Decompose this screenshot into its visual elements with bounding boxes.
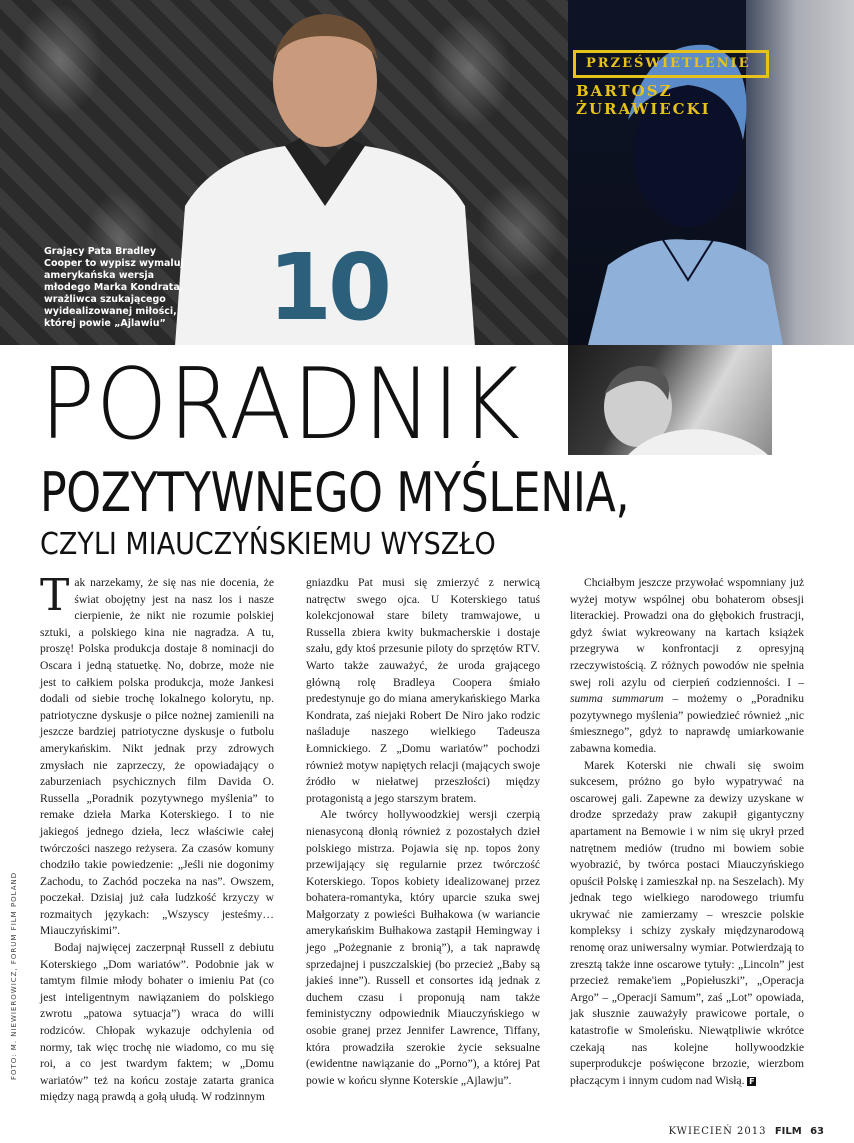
paragraph: [40, 570, 274, 940]
photo-credit: FOTO: M. NIEWIEROWICZ, FORUM FILM POLAND: [10, 871, 18, 1080]
section-kicker-box: [573, 50, 769, 78]
photo-caption: Grający Pata Bradley Cooper to wypisz wymaluj amerykańska wersja młodego Marka Kondrata, wrażliwca szukającego wyidealizowanej miłości, której powie „Ajlawiu”: [44, 246, 184, 329]
article-column-3: [570, 575, 804, 1089]
author-first-name: BARTOSZ: [576, 82, 673, 100]
paragraph: Bodaj najwięcej zaczerpnął Russell z debiutu Koterskiego „Dom wariatów”. Podobnie jak w tamtym filmie młody bohater o imieniu Pat (co jest inteligentnym nawiązaniem do polskiego zwrotu „patowa sytuacja”) wraca do willi rodziców. Chłopak wykazuje odchylenia od normy, tak więc trochę nie wiadomo, co mu się roi, a co jest twardym faktem; w „Domu wariatów” też na końcu zostaje zatarta granica między nagą prawdą a gołą ułudą. W rodzinnym: [40, 941, 274, 1104]
author-last-name: ŻURAWIECKI: [576, 100, 711, 118]
drop-cap: T: [40, 570, 70, 621]
headline: PORADNIK: [40, 348, 522, 462]
paragraph-text: Chciałbym jeszcze przywołać wspomniany już wyżej motyw wspólnej obu bohaterom obsesji literackiej. Prowadzi ona do głębokich frustracji, gdyż świat wykreowany na kartach książek przegrywa w konfrontacji z opresyjną rzeczywistością. Z różnych powodów nie spełnia swej roli azylu od cierpień codzienności. I –: [570, 576, 804, 689]
article-column-1: [40, 570, 274, 1106]
main-photo: [0, 0, 568, 345]
paragraph: gniazdku Pat musi się zmierzyć z nerwicą natręctw swego ojca. U Koterskiego tatuś kolekcjonował stare bilety tramwajowe, u Russella zbiera kwity bukmacherskie i dostaje szału, gdy ktoś przesunie piloty do sprzętów RTV. Warto także zauważyć, że uroda grającego główną rolę Bradleya Coopera śmiało predestynuje go do miana amerykańskiego Marka Kondrata, zaś niejaki Robert De Niro jako rodzic naśladuje naszego wielkiego Tadeusza Łomnickiego. Z „Domu wariatów” pochodzi również motyw napiętych relacji (mających swoje źródło w niełatwej przeszłości) między protagonistą a jego starszym bratem.: [306, 576, 540, 805]
page-number: 63: [810, 1126, 824, 1137]
end-mark-icon: F: [749, 1076, 755, 1086]
headline-line2: POZYTYWNEGO MYŚLENIA,: [40, 461, 630, 524]
section-kicker: PRZEŚWIETLENIE: [586, 56, 751, 71]
article-column-2: [306, 575, 540, 1089]
subheadline: CZYLI MIAUCZYŃSKIEMU WYSZŁO: [40, 527, 496, 562]
paragraph-text: ak narzekamy, że się nas nie docenia, że świat obojętny jest na nasz los i nasze cierpienie, że nikt nie rozumie polskiej sztuki, a polskiego kina nie nagradza. A tu, proszę! Polska produkcja dostaje 8 nominacji do Oscara i jedną statuetkę. No, dobrze, może nie jest to całkiem polska produkcja, może Jankesi dodali od siebie trochę lokalnego kolorytu, np. patriotyczne dyskusje o piłce nożnej zamienili na jeszcze bardziej patriotyczne dyskusje o futbolu amerykańskim. Nikt jednak przy zdrowych zmysłach nie zaprzeczy, że opowiadający o zaburzeniach psychicznych film Davida O. Russella „Poradnik pozytywnego myślenia” to remake dzieła Marka Koterskiego. I to nie jakiegoś jednego dzieła, lecz właściwie całej twórczości naszego reżysera. Za czasów komuny chodziło takie powiedzenie: „Jeśli nie dogonimy Zachodu, to Zachód poczeka na nas”. Owszem, poczekał. Dzisiaj już cała ludzkość krzyczy w rozmaitych językach: „Wszyscy jesteśmy… Miauczyńskimi”.: [40, 576, 274, 938]
paragraph-text: Marek Koterski nie chwali się swoim sukcesem, próżno go było wypatrywać na oscarowej gali. Zapewne za dewizy uzyskane w drodze sprzedaży praw zakupił gigantyczny apartament na Bemowie i w nim się ukrył przed natrętnem mediów (trudno mi bowiem sobie wyobrazić, by twórca postaci Miauczyńskiego opuścił Polskę i zamieszkał np. na Seszelach). My jednak tego wielkiego narodowego triumfu ukrywać nie zamierzamy – wreszcie polskie kompleksy i schizy zyskały międzynarodową renomę oraz uniwersalny wymiar. Potwierdzają to zresztą także inne oscarowe tytuły: „Lincoln” jest przecież remake'iem „Popiełuszki”, „Operacja Argo” – „Operacji Samum”, zaś „Lot” opowiada, jak słusznie zauważyły prawicowe portale, o katastrofie w Smoleńsku. Niewątpliwie wkrótce czekają nas kolejne hollywoodzkie superprodukcje poświęcone brzozie, wierzbom płaczącym i innym cudom nad Wisłą.: [570, 758, 804, 1087]
paragraph-text: – możemy o „Poradniku pozytywnego myślenia” powiedzieć również „nic śmiesznego”, gdyż to naprawdę umiarkowanie zabawna komedia.: [570, 692, 804, 755]
paragraph: Ale twórcy hollywoodzkiej wersji czerpią nienasyconą dłonią również z pozostałych dzieł polskiego mistrza. Pojawia się np. topos żony przewijający się regularnie przez twórczość Koterskiego. Topos kobiety idealizowanej przez bohatera-romantyka, który uparcie szuka swej Małgorzaty z powieści Bułhakowa (w wariancie amerykańskim Bułhakowa zastąpił Hemingway i jego „Pożegnanie z bronią”), a tak naprawdę sprzedajnej i puszczalskiej (bo przecież „Baby są jakieś inne”). Russell et consortes idą jednak z duchem czasu i proponują nam także feministyczny odpowiednik Miauczyńskiego w osobie granej przez Jennifer Lawrence, Tiffany, która prowadziła szerokie życie seksualne (ewidentne nawiązanie do „Porno”), a której Pat powie w końcu słynne Koterskie „Ajlawju”.: [306, 808, 540, 1087]
magazine-name: FILM: [774, 1126, 802, 1137]
author-name: [576, 82, 766, 118]
author-figure: [568, 345, 772, 455]
jersey-number: 10: [268, 234, 389, 341]
paragraph: [570, 758, 804, 1090]
issue-date: KWIECIEŃ 2013: [668, 1126, 767, 1137]
page-footer: [669, 1126, 824, 1137]
author-photo: [568, 345, 772, 455]
paragraph: [570, 575, 804, 758]
italic-phrase: summa summarum: [570, 692, 664, 706]
